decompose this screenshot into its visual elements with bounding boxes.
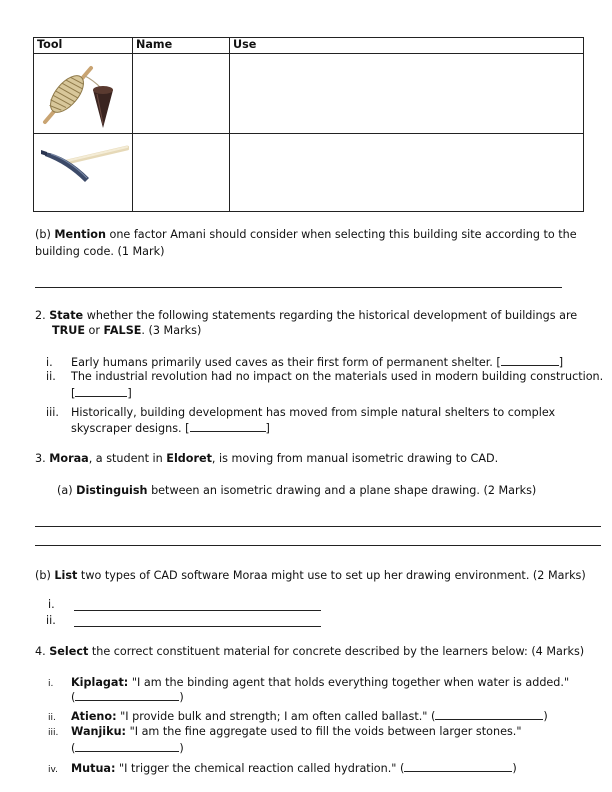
answer-line-q3b-1[interactable] (74, 610, 321, 611)
q2-item-num: i. (46, 356, 53, 369)
table-row (34, 54, 584, 134)
q2-item-text: Historically, building development has moved from simple natural shelters to complex (71, 406, 556, 419)
pickaxe-icon (37, 134, 129, 194)
q4-item-num: i. (48, 679, 54, 689)
q2-or: or (84, 324, 104, 337)
tool-cell (34, 54, 133, 134)
q4-line1 (35, 645, 584, 658)
answer-blank[interactable] (75, 741, 179, 752)
use-cell[interactable] (230, 54, 584, 134)
table-row (34, 134, 584, 212)
header-name: Name (133, 38, 230, 54)
q2-line2 (52, 324, 201, 337)
paren-open: ( (71, 742, 76, 755)
q4-verb: Select (49, 645, 89, 658)
q4-item-num: ii. (48, 713, 56, 723)
q4-item-1 (48, 676, 569, 689)
name-cell[interactable] (133, 134, 230, 212)
q1b-text2: building code. (1 Mark) (35, 245, 165, 258)
q4-item-3-answer (71, 741, 184, 755)
answer-line-q3a-2[interactable] (35, 545, 601, 546)
use-cell[interactable] (230, 134, 584, 212)
answer-blank[interactable] (75, 386, 127, 397)
tool-cell (34, 134, 133, 212)
q2-marks: . (3 Marks) (141, 324, 202, 337)
paren-close: ) (179, 742, 184, 755)
q2-number: 2. (35, 309, 46, 322)
q2-item-2-answer (71, 386, 132, 400)
answer-blank[interactable] (404, 761, 512, 772)
q3b-line (35, 569, 586, 582)
q4-item-2 (48, 709, 548, 723)
bracket-close: ] (558, 356, 564, 369)
q3-text2: , is moving from manual isometric drawing to CAD. (211, 452, 499, 465)
q4-item-name: Wanjiku: (71, 725, 127, 738)
paren-close: ) (512, 762, 517, 775)
q2-false: FALSE (103, 324, 142, 337)
q3a-text: between an isometric drawing and a plane shape drawing. (2 Marks) (147, 484, 537, 497)
q2-item-3 (46, 406, 555, 419)
paren-close: ) (543, 710, 548, 723)
answer-blank[interactable] (190, 421, 266, 432)
q1b-line1 (35, 228, 577, 241)
answer-blank[interactable] (435, 709, 543, 720)
q4-number: 4. (35, 645, 46, 658)
tools-table (33, 37, 584, 212)
bracket-open: [ (71, 387, 76, 400)
q3-name1: Moraa (49, 452, 89, 465)
answer-line-q3a-1[interactable] (35, 526, 601, 527)
q3b-verb: List (54, 569, 78, 582)
q3-name2: Eldoret (166, 452, 212, 465)
q3b-text: two types of CAD software Moraa might use to set up her drawing environment. (2 Marks) (77, 569, 586, 582)
q3-number: 3. (35, 452, 46, 465)
q3-line1 (35, 452, 498, 465)
q1b-verb: Mention (54, 228, 106, 241)
q4-item-num: iii. (48, 728, 59, 738)
q4-item-num: iv. (48, 765, 58, 775)
bracket-close: ] (265, 422, 270, 435)
q3a-verb: Distinguish (76, 484, 148, 497)
q2-true: TRUE (52, 324, 85, 337)
q1b-label: (b) (35, 228, 51, 241)
q1b-text: one factor Amani should consider when selecting this building site according to the (105, 228, 577, 241)
header-tool: Tool (34, 38, 133, 54)
bracket-close: ] (127, 387, 132, 400)
answer-line-q3b-2[interactable] (74, 626, 321, 627)
table-header-row (34, 38, 584, 54)
q4-item-4 (48, 761, 517, 775)
q2-item-3-line2 (71, 421, 270, 435)
q2-item-text: Early humans primarily used caves as their first form of permanent shelter. [ (71, 356, 501, 369)
header-use: Use (230, 38, 584, 54)
q4-item-1-answer (71, 690, 184, 704)
answer-blank[interactable] (501, 355, 559, 366)
q4-item-quote: "I am the fine aggregate used to fill the voids between larger stones." (126, 725, 522, 738)
q2-item-num: ii. (46, 370, 56, 383)
paren-open: ( (71, 691, 76, 704)
q2-item-1 (46, 355, 563, 369)
q3a-label: (a) (57, 484, 77, 497)
answer-line-q1b[interactable] (35, 287, 562, 288)
q2-item-text2: skyscraper designs. [ (71, 422, 190, 435)
name-cell[interactable] (133, 54, 230, 134)
q4-item-name: Atieno: (71, 710, 117, 723)
q2-item-num: iii. (46, 406, 59, 419)
q3a-line (57, 484, 536, 497)
q4-item-3 (48, 725, 522, 738)
q2-verb: State (49, 309, 84, 322)
answer-blank[interactable] (75, 690, 179, 701)
q4-item-quote: "I provide bulk and strength; I am often called ballast." ( (116, 710, 436, 723)
q4-item-quote: "I am the binding agent that holds everything together when water is added." (128, 676, 570, 689)
paren-close: ) (179, 691, 184, 704)
q3b-item-num: ii. (46, 614, 56, 627)
plumb-bob-icon (37, 54, 129, 130)
q4-item-name: Mutua: (71, 762, 116, 775)
q3b-label: (b) (35, 569, 55, 582)
q4-item-quote: "I trigger the chemical reaction called hydration." ( (115, 762, 405, 775)
q2-item-2 (46, 370, 603, 383)
q4-item-name: Kiplagat: (71, 676, 129, 689)
q4-text: the correct constituent material for concrete described by the learners below: (4 Marks) (88, 645, 585, 658)
q2-text: whether the following statements regarding the historical development of buildings are (83, 309, 578, 322)
q3-text1: , a student in (88, 452, 167, 465)
q2-line1 (35, 309, 577, 322)
q2-item-text: The industrial revolution had no impact on the materials used in modern building construction. (71, 370, 604, 383)
q3b-item-num: i. (48, 598, 55, 611)
